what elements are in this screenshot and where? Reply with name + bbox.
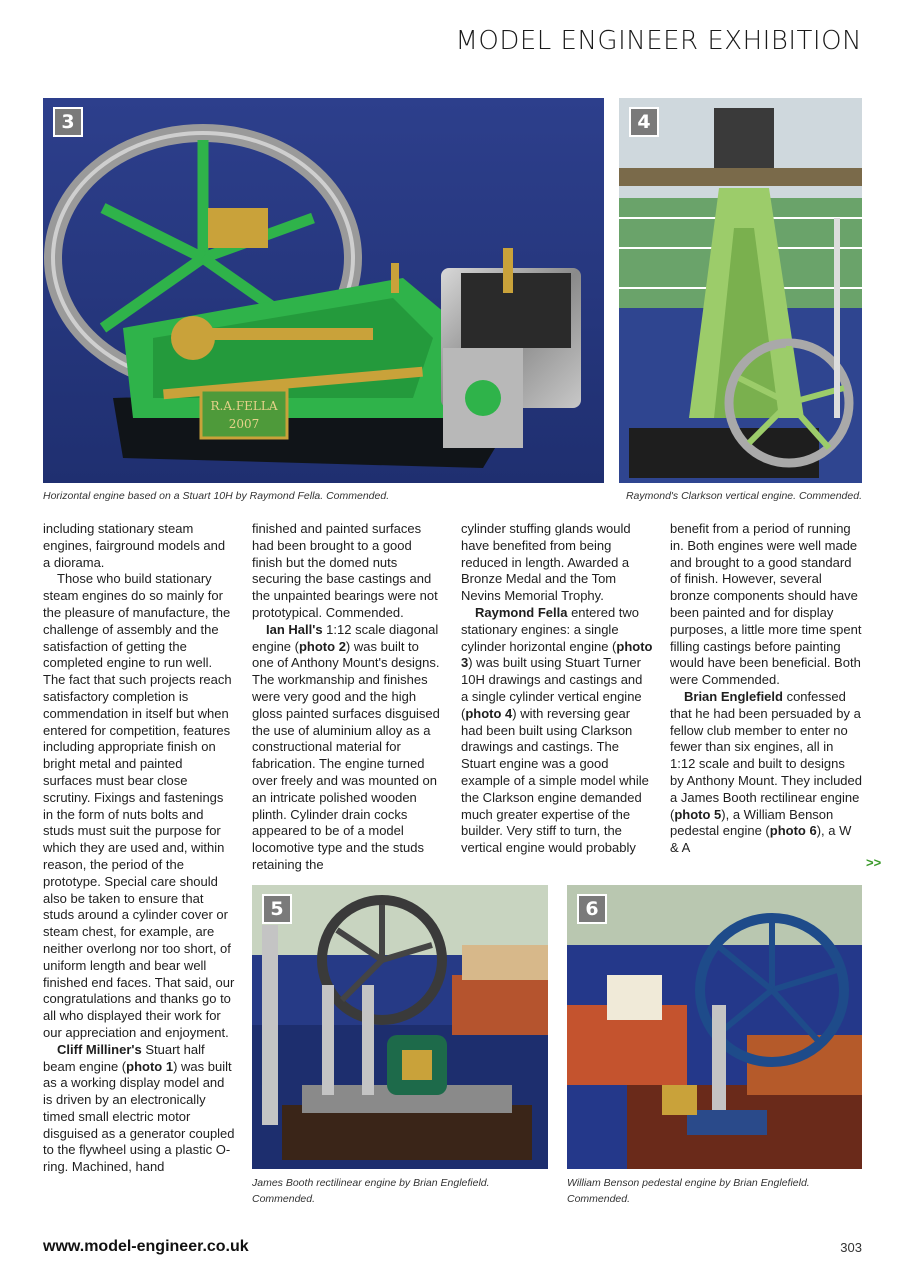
photo-ref: photo 2	[298, 638, 346, 654]
name-highlight: Ian Hall's	[266, 621, 323, 637]
plaque-year: 2007	[228, 417, 260, 431]
photo-6	[567, 885, 862, 1169]
paragraph: benefit from a period of running in. Both engines were well made and brought to a good standard of finish. However, several bronze components should have been painted and for display purposes, a little more time spent filling castings before painting would have been beneficial. Both were Commended.	[670, 521, 862, 688]
paragraph: Raymond Fella entered two stationary engines: a single cylinder horizontal engine (photo 3) was built using Stuart Turner 10H drawings and castings and a single cylinder vertical engine (photo 4) with reversing gear had been built using Clarkson drawings and castings. The Stuart engine was a good example of a simple model while the Clarkson engine demanded much greater expertise of the builder. Very stiff to turn, the vertical engine would probably	[461, 604, 653, 856]
text-column-3	[461, 521, 653, 857]
horizontal-engine-image	[43, 98, 604, 483]
photo-number-badge: 3	[53, 107, 83, 137]
photo-ref: photo 3	[461, 638, 653, 671]
section-title: MODEL ENGINEER EXHIBITION	[455, 26, 862, 56]
paragraph: cylinder stuffing glands would have benefited from being reduced in length. Awarded a Bronze Medal and the Tom Nevins Memorial Trophy.	[461, 521, 631, 604]
photo-5	[252, 885, 548, 1169]
name-highlight: Raymond Fella	[475, 604, 568, 620]
paragraph: including stationary steam engines, fairground models and a diorama.	[43, 521, 226, 570]
name-highlight: Cliff Milliner's	[57, 1041, 142, 1057]
photo-3-caption: Horizontal engine based on a Stuart 10H by Raymond Fella. Commended.	[43, 490, 390, 502]
name-highlight: Brian Englefield	[684, 688, 783, 704]
photo-ref: photo 6	[769, 823, 817, 839]
vertical-engine-image	[619, 98, 862, 483]
page-number: 303	[840, 1240, 862, 1255]
rectilinear-engine-image	[252, 885, 548, 1169]
paragraph: Cliff Milliner's Stuart half beam engine (photo 1) was built as a working display model and is driven by an electronically timed small electric motor disguised as a generator coupled to the flywheel using a plastic O-ring. Machined, hand	[43, 1041, 235, 1175]
pedestal-engine-image	[567, 885, 862, 1169]
website-url[interactable]: www.model-engineer.co.uk	[43, 1238, 249, 1255]
photo-4	[619, 98, 862, 483]
text-column-1	[43, 521, 235, 1176]
continue-arrow-icon: >>	[866, 855, 882, 870]
photo-5-caption: James Booth rectilinear engine by Brian Englefield. Commended.	[252, 1177, 490, 1205]
photo-ref: photo 4	[465, 705, 513, 721]
text-column-2	[252, 521, 444, 874]
paragraph: Brian Englefield confessed that he had been persuaded by a fellow club member to enter no fewer than six engines, all in 1:12 scale and built to designs by Anthony Mount. They included a James Booth rectilinear engine (photo 5), a William Benson pedestal engine (photo 6), a W & A	[670, 688, 862, 856]
paragraph: Those who build stationary steam engines do so mainly for the pleasure of manufacture, the challenge of assembly and the satisfaction of getting the completed engine to run well. The fact that such projects reach satisfactory completion is commendation in itself but when entered for competition, features including appropriate finish on bright metal and painted surfaces must bear close scrutiny. Fixings and fastenings in the form of nuts bolts and studs must suit the purpose for which they are used and, within reason, the period of the prototype. Special care should also be taken to ensure that studs around a cylinder cover or steam chest, for example, are neither overlong nor too short, of uniform length and bear well finished end faces. That said, our congratulations and thanks go to all who displayed their work for our appreciation and enjoyment.	[43, 571, 235, 1040]
paragraph: Ian Hall's 1:12 scale diagonal engine (photo 2) was built to one of Anthony Mount's designs. The workmanship and finishes were very good and the high gloss painted surfaces disguised the use of aluminium alloy as a constructional material for fabrication. The engine turned over freely and was mounted on an intricate polished wooden plinth. Cylinder drain cocks appeared to be of a model locomotive type and the studs retaining the	[252, 621, 440, 872]
photo-ref: photo 1	[126, 1058, 174, 1074]
photo-ref: photo 5	[674, 806, 722, 822]
photo-number-badge: 4	[629, 107, 659, 137]
photo-number-badge: 5	[262, 894, 292, 924]
plaque-name: R.A.FELLA	[210, 399, 278, 413]
text-column-4	[670, 521, 862, 857]
photo-number-badge: 6	[577, 894, 607, 924]
photo-4-caption: Raymond's Clarkson vertical engine. Commended.	[625, 490, 862, 502]
paragraph: finished and painted surfaces had been brought to a good finish but the domed nuts securing the base castings and the unpainted bearings were not prototypical. Commended.	[252, 521, 438, 620]
photo-6-caption: William Benson pedestal engine by Brian Englefield. Commended.	[567, 1177, 810, 1205]
photo-3	[43, 98, 604, 483]
